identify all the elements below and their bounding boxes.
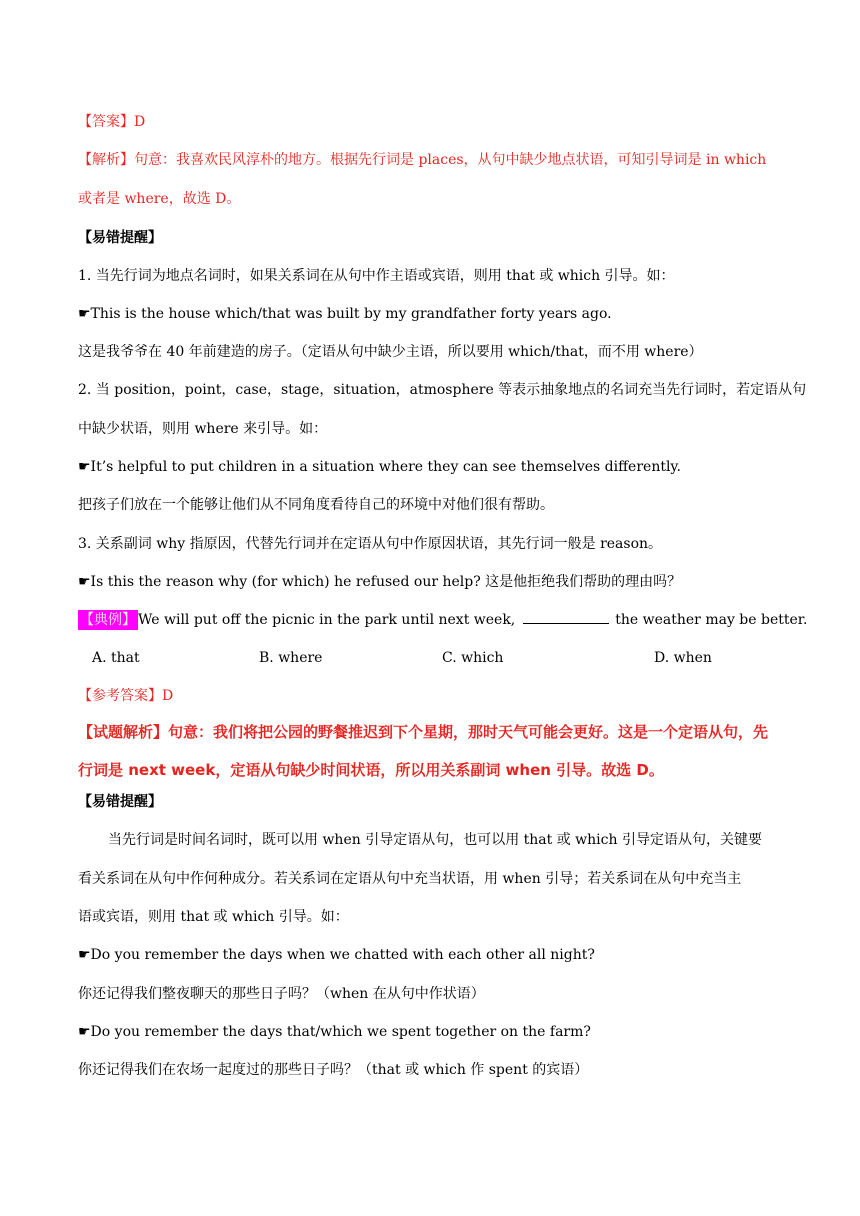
tip1-example-3: ☛Is this the reason why (for which) he refused our help? 这是他拒绝我们帮助的理由吗？	[78, 574, 682, 590]
tip1-point-2-line-1: 2. 当 position，point，case，stage，situation，atmosphere 等表示抽象地点的名词充当先行词时，若定语从句	[78, 382, 807, 398]
tip2-paragraph-line-2: 看关系词在从句中作何种成分。若关系词在定语从句中充当状语，用 when 引导；若关系词在从句中充当主	[78, 871, 742, 887]
option-b: B. where	[259, 650, 323, 666]
example-question-before: We will put off the picnic in the park until next week,	[138, 612, 516, 628]
example-analysis-line-2: 行词是 next week，定语从句缺少时间状语，所以用关系副词 when 引导。故选 D。	[78, 761, 664, 779]
option-d: D. when	[654, 650, 712, 666]
tip1-example-2: ☛It’s helpful to put children in a situation where they can see themselves differently.	[78, 459, 681, 475]
example-question	[78, 610, 807, 630]
example-options	[78, 648, 778, 668]
tip1-example-2-translation: 把孩子们放在一个能够让他们从不同角度看待自己的环境中对他们很有帮助。	[78, 497, 554, 513]
analysis-text-1: 句意：我喜欢民风淳朴的地方。根据先行词是 places，从句中缺少地点状语，可知引导词是 in which	[134, 152, 767, 168]
reference-answer: 【参考答案】D	[78, 688, 174, 704]
tip1-point-3: 3. 关系副词 why 指原因，代替先行词并在定语从句中作原因状语，其先行词一般是 reason。	[78, 536, 663, 552]
tip1-point-2-line-2: 中缺少状语，则用 where 来引导。如：	[78, 421, 328, 437]
option-a: A. that	[92, 650, 140, 666]
tip2-example-1-translation: 你还记得我们整夜聊天的那些日子吗？（when 在从句中作状语）	[78, 986, 485, 1002]
tip-heading-2: 【易错提醒】	[78, 794, 162, 810]
tip-heading-1: 【易错提醒】	[78, 230, 162, 246]
example-analysis-line-1: 【试题解析】句意：我们将把公园的野餐推迟到下个星期，那时天气可能会更好。这是一个定语从句，先	[78, 723, 769, 741]
tip1-example-1: ☛This is the house which/that was built by my grandfather forty years ago.	[78, 306, 612, 322]
tip1-point-1: 1. 当先行词为地点名词时，如果关系词在从句中作主语或宾语，则用 that 或 which 引导。如：	[78, 268, 675, 284]
example-question-after: the weather may be better.	[615, 612, 808, 628]
tip2-example-2: ☛Do you remember the days that/which we spent together on the farm?	[78, 1024, 591, 1040]
example-tag: 【典例】	[80, 612, 136, 628]
answer-blank	[523, 611, 609, 624]
option-c: C. which	[442, 650, 504, 666]
analysis-tag: 【解析】	[78, 152, 134, 168]
tip2-paragraph-line-1: 当先行词是时间名词时，既可以用 when 引导定语从句，也可以用 that 或 which 引导定语从句，关键要	[108, 832, 762, 848]
answer-line: 【答案】D	[78, 114, 146, 130]
tip2-paragraph-line-3: 语或宾语，则用 that 或 which 引导。如：	[78, 909, 349, 925]
tip2-example-2-translation: 你还记得我们在农场一起度过的那些日子吗？（that 或 which 作 spent 的宾语）	[78, 1062, 589, 1078]
analysis-line-2: 或者是 where，故选 D。	[78, 191, 241, 207]
tip2-example-1: ☛Do you remember the days when we chatted with each other all night?	[78, 947, 595, 963]
tip1-example-1-translation: 这是我爷爷在 40 年前建造的房子。（定语从句中缺少主语，所以要用 which/that，而不用 where）	[78, 344, 703, 360]
analysis-line-1	[78, 150, 766, 170]
